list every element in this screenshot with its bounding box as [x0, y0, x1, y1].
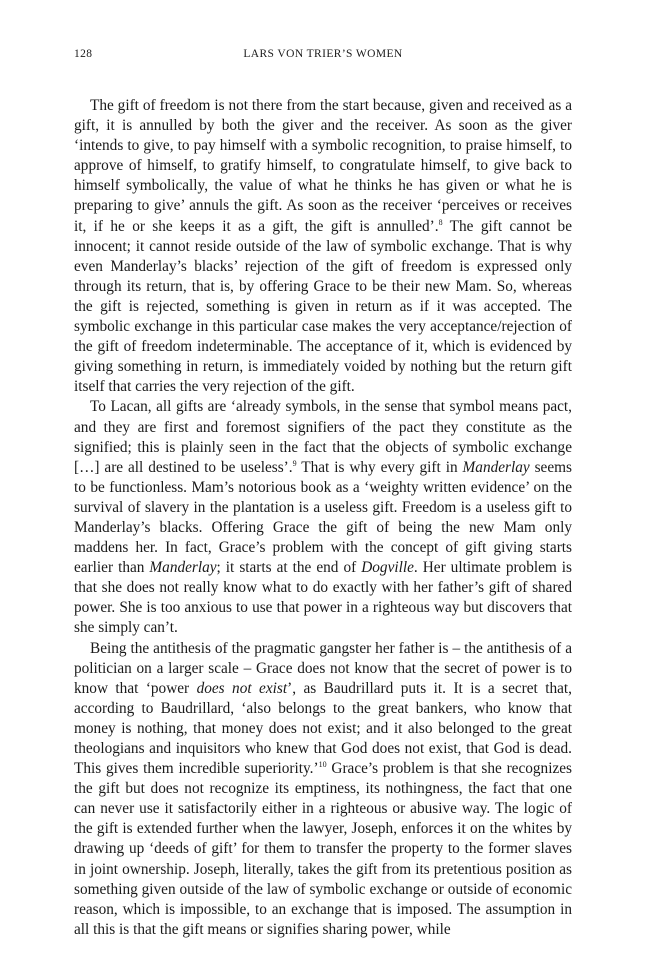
- footnote-marker: 10: [318, 760, 327, 769]
- paragraph: [74, 96, 572, 397]
- paragraph-text: ’, as Baudrillard puts it. It is a secret that, according to Baudrillard, ‘also belongs to the great bankers, who know that money is nothing, that money does not exist; and it also belonged to the great theologians and inquisitors who knew that God does not exist, that God is dead. This gives them incredible superiority.’: [74, 679, 572, 778]
- paragraph: [74, 397, 572, 638]
- paragraph-text: ; it starts at the end of: [216, 559, 362, 577]
- italic-text: does not exist: [196, 679, 288, 697]
- running-head: LARS VON TRIER’S WOMEN: [243, 48, 403, 60]
- italic-text: Dogville: [361, 559, 414, 577]
- paragraph-text: The gift of freedom is not there from the start because, given and received as a gift, it is annulled by both the giver and the receiver. As soon as the giver ‘intends to give, to pay himself with a symbolic recognition, to praise himself, to approve of himself, to gratify himself, to congratulate himself, to give back to himself symbolically, the value of what he thinks he has given or what he is preparing to give’ annuls the gift. As soon as the receiver ‘perceives or receives it, if he or she keeps it as a gift, the gift is annulled’.: [74, 97, 572, 235]
- footnote-marker: 8: [438, 217, 443, 227]
- paragraph-text: Grace’s problem is that she recognizes the gift but does not recognize its emptiness, its nothingness, the fact that one can never use it satisfactorily either in a righteous or abusive way. The logic of the gift is extended further when the lawyer, Joseph, enforces it on the whites by drawing up ‘deeds of gift’ for them to transfer the property to the former slaves in joint ownership. Joseph, literally, takes the gift from its pretentious position as something given outside of the law of symbolic exchange or outside of economic reason, which is impossible, to an exchange that is imposed. The assumption in all this is that the gift means or signifies sharing power, while: [74, 760, 572, 938]
- paragraph-text: . Her ultimate problem is that she does not really know what to do exactly with her father’s gift of shared power. She is too anxious to use that power in a righteous way but discovers that she simply can’t.: [74, 559, 573, 637]
- paragraph: [74, 639, 572, 940]
- footnote-marker: 9: [292, 458, 297, 468]
- paragraph-text: The gift cannot be innocent; it cannot reside outside of the law of symbolic exchange. That is why even Manderlay’s blacks’ rejection of the gift of freedom is expressed only through its return, that is, by offering Grace to be their new Mam. So, whereas the gift is rejected, something is given in return as if it was accepted. The symbolic exchange in this particular case makes the very acceptance/rejection of the gift of freedom indeterminable. The acceptance of it, which is evidenced by giving something in return, is immediately voided by nothing but the return gift itself that carries the very rejection of the gift.: [74, 217, 572, 396]
- paragraph-text: To Lacan, all gifts are ‘already symbols, in the sense that symbol means pact, and they are first and foremost signifiers of the pact they constitute as the signified; this is plainly seen in the fact that the objects of symbolic exchange […] are all destined to be useless’.: [74, 398, 572, 476]
- italic-text: Manderlay: [149, 559, 217, 577]
- paragraph-text: seems to be functionless. Mam’s notorious book as a ‘weighty written evidence’ on the survival of slavery in the plantation is a useless gift. Freedom is a useless gift to Manderlay’s blacks. Offering Grace the gift of being the new Mam only maddens her. In fact, Grace’s problem with the concept of gift giving starts earlier than: [74, 458, 572, 577]
- paragraph-text: Being the antithesis of the pragmatic gangster her father is – the antithesis of a politician on a larger scale – Grace does not know that the secret of power is to know that ‘power: [74, 639, 572, 697]
- body-text: [74, 96, 572, 940]
- italic-text: Manderlay: [462, 458, 530, 476]
- paragraph-text: That is why every gift in: [296, 458, 463, 476]
- page-number: 128: [74, 48, 93, 60]
- page-header: [74, 48, 572, 68]
